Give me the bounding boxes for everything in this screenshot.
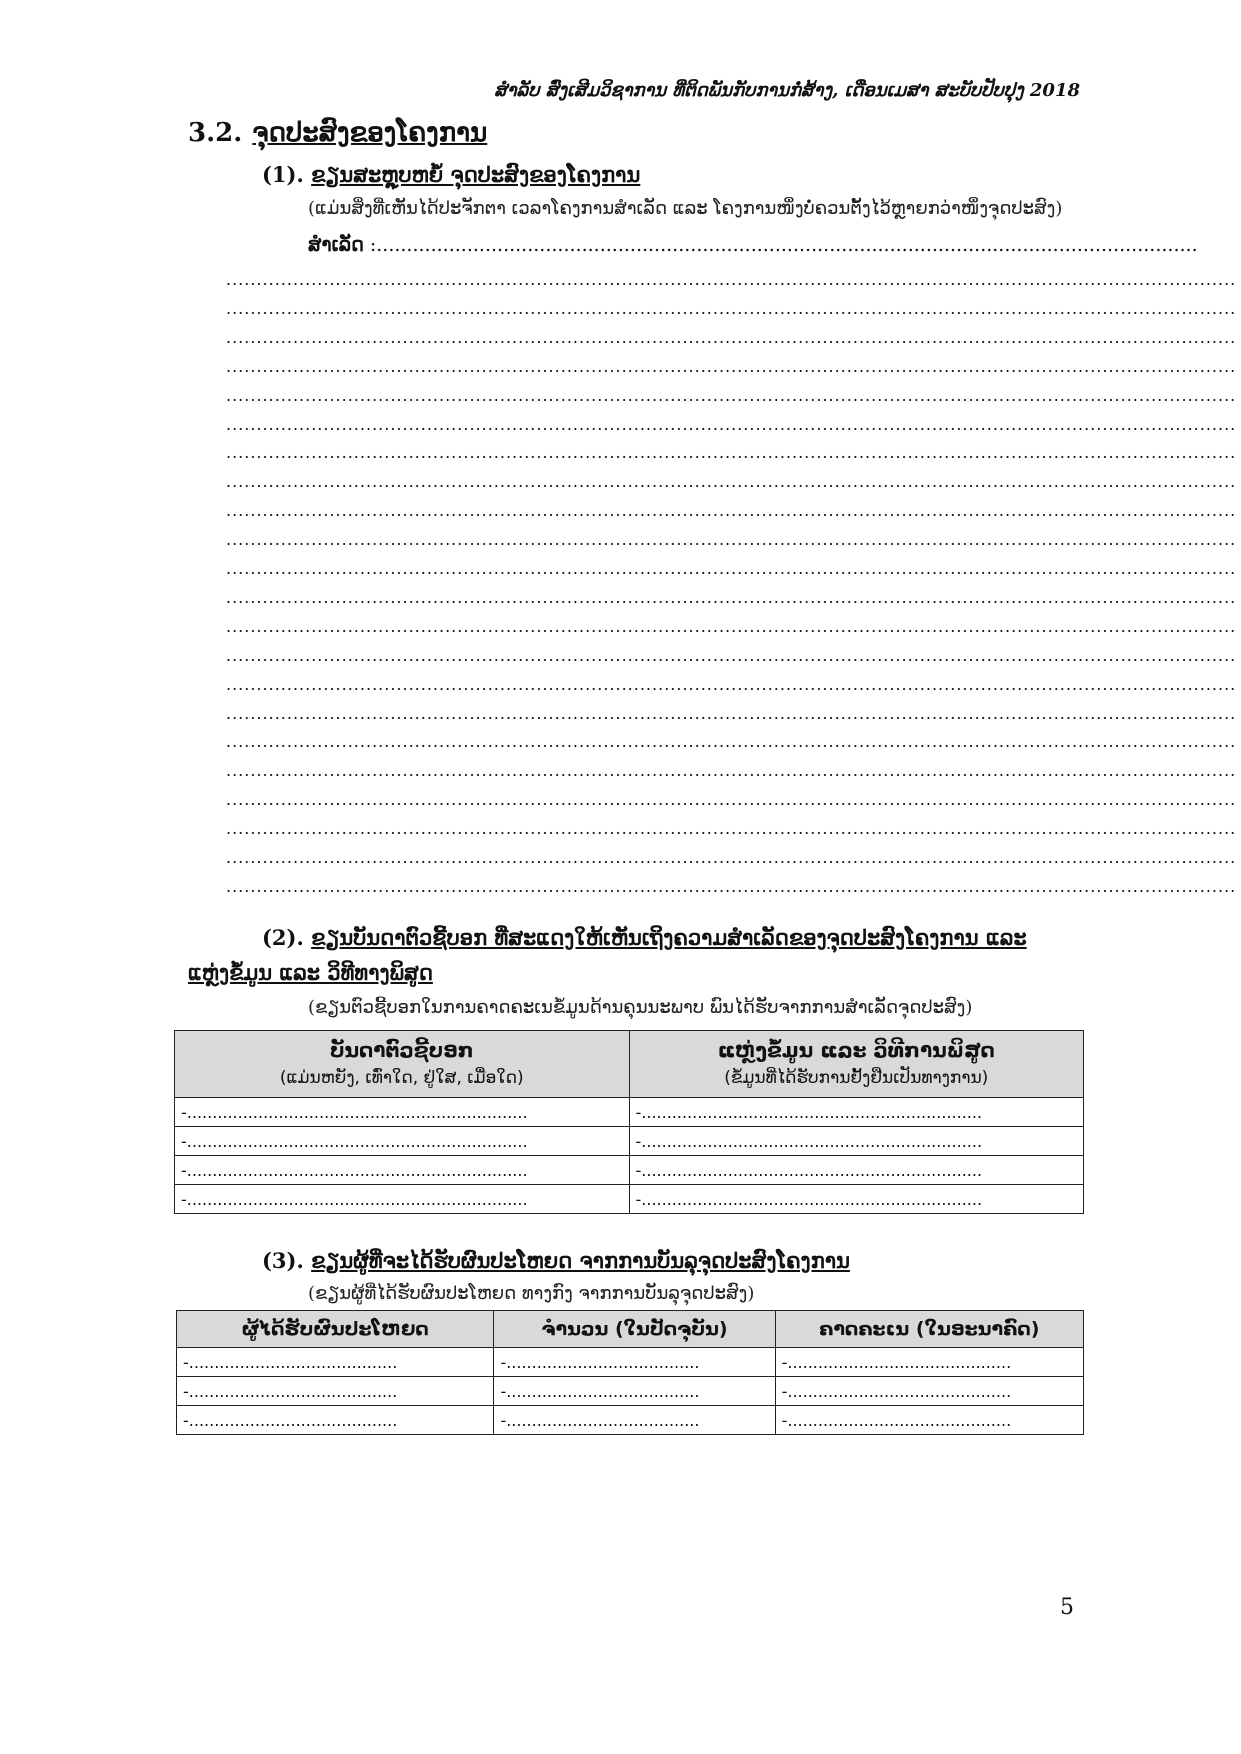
table-row — [175, 1098, 1084, 1127]
part1-number: (1). — [262, 162, 304, 187]
part2-heading-line2 — [188, 960, 433, 985]
page-number: 5 — [1060, 1595, 1074, 1620]
writing-line: ...................................................................................................................................................................... — [226, 675, 1237, 694]
writing-line: ...................................................................................................................................................................... — [226, 761, 1237, 780]
indicator-cell: -................................................................... — [175, 1098, 630, 1127]
section-number: 3.2. — [188, 118, 243, 148]
writing-line: ...................................................................................................................................................................... — [226, 790, 1237, 809]
table-row — [175, 1127, 1084, 1156]
completion-label: ສຳເລັດ — [308, 234, 364, 256]
writing-line: ...................................................................................................................................................................... — [226, 588, 1237, 607]
indicators-table — [174, 1030, 1084, 1214]
sources-header-title: ແຫຼ່ງຂໍ້ມູນ ແລະ ວິທີການພິສູດ — [717, 1038, 995, 1062]
part1-note: (ແມ່ນສິ່ງທີ່ເຫັນໄດ້ປະຈັກຕາ ເວລາໂຄງການສຳເລັດ ແລະ ໂຄງການໜຶ່ງບໍ່ຄວນຕັ້ງໄວ້ຫຼາຍກວ່າໜຶ່ງຈຸດປະສົງ) — [308, 198, 1063, 219]
writing-line: ...................................................................................................................................................................... — [226, 443, 1237, 462]
sources-header-sub: (ຂໍ້ມູນທີ່ໄດ້ຮັບການຢັ້ງຢືນເປັນທາງການ) — [724, 1068, 989, 1088]
indicator-cell: -................................................................... — [175, 1127, 630, 1156]
indicators-header-sub: (ແມ່ນຫຍັງ, ເທົ່າໃດ, ຢູ່ໃສ, ເມື່ອໃດ) — [279, 1068, 524, 1088]
completion-dots: :........................................................................................................................................ — [363, 234, 1198, 256]
part3-heading — [262, 1248, 850, 1273]
part1-title: ຂຽນສະຫຼຸບຫຍໍ້ ຈຸດປະສົງຂອງໂຄງການ — [311, 162, 641, 187]
writing-line: ...................................................................................................................................................................... — [226, 877, 1237, 896]
part3-title: ຂຽນຜູ້ທີ່ຈະໄດ້ຮັບຜົນປະໂຫຍດ ຈາກການບັນລຸຈຸດປະສົງໂຄງການ — [311, 1248, 850, 1273]
table-row — [175, 1156, 1084, 1185]
source-cell: -................................................................... — [629, 1127, 1084, 1156]
forecast-cell: -............................................ — [775, 1406, 1083, 1435]
forecast-cell: -............................................ — [775, 1348, 1083, 1377]
source-cell: -................................................................... — [629, 1098, 1084, 1127]
writing-line: ...................................................................................................................................................................... — [226, 270, 1237, 289]
writing-line: ...................................................................................................................................................................... — [226, 704, 1237, 723]
part2-title-line1: ຂຽນບັນດາຕົວຊີ້ບອກ ທີ່ສະແດງໃຫ້ເຫັນເຖິງຄວາມສຳເລັດຂອງຈຸດປະສົງໂຄງການ ແລະ — [311, 925, 1027, 950]
writing-line: ...................................................................................................................................................................... — [226, 848, 1237, 867]
writing-line: ...................................................................................................................................................................... — [226, 530, 1237, 549]
beneficiary-cell: -......................................... — [177, 1406, 494, 1435]
indicator-cell: -................................................................... — [175, 1185, 630, 1214]
writing-line: ...................................................................................................................................................................... — [226, 819, 1237, 838]
part3-note: (ຂຽນຜູ້ທີ່ໄດ້ຮັບຜົນປະໂຫຍດ ທາງກົງ ຈາກການບັນລຸຈຸດປະສົງ) — [308, 1283, 755, 1304]
indicators-column-header — [175, 1031, 630, 1098]
writing-line: ...................................................................................................................................................................... — [226, 415, 1237, 434]
section-title-text: ຈຸດປະສົງຂອງໂຄງການ — [252, 118, 488, 148]
indicator-cell: -................................................................... — [175, 1156, 630, 1185]
table-row — [177, 1406, 1084, 1435]
part2-title-line2: ແຫຼ່ງຂໍ້ມູນ ແລະ ວິທີທາງພິສູດ — [188, 960, 433, 985]
writing-line: ...................................................................................................................................................................... — [226, 559, 1237, 578]
table-row — [177, 1348, 1084, 1377]
part3-number: (3). — [262, 1248, 304, 1273]
current-count-cell: -...................................... — [494, 1406, 775, 1435]
indicators-header-title: ບັນດາຕົວຊີ້ບອກ — [330, 1038, 474, 1062]
beneficiaries-table — [176, 1310, 1084, 1435]
beneficiary-cell: -......................................... — [177, 1377, 494, 1406]
section-title — [188, 118, 487, 148]
source-cell: -................................................................... — [629, 1185, 1084, 1214]
beneficiary-cell: -......................................... — [177, 1348, 494, 1377]
writing-line: ...................................................................................................................................................................... — [226, 501, 1237, 520]
current-count-cell: -...................................... — [494, 1377, 775, 1406]
forecast-column-header: ຄາດຄະເນ (ໃນອະນາຄົດ) — [775, 1311, 1083, 1348]
source-cell: -................................................................... — [629, 1156, 1084, 1185]
current-count-cell: -...................................... — [494, 1348, 775, 1377]
part2-number: (2). — [262, 925, 304, 950]
current-count-column-header: ຈຳນວນ (ໃນປັດຈຸບັນ) — [494, 1311, 775, 1348]
writing-line: ...................................................................................................................................................................... — [226, 299, 1237, 318]
beneficiary-column-header: ຜູ້ໄດ້ຮັບຜົນປະໂຫຍດ — [177, 1311, 494, 1348]
table-row — [175, 1185, 1084, 1214]
running-header: ສຳລັບ ສົ່ງເສີມວິຊາການ ທີ່ຕິດພັນກັບການກໍ່ສ້າງ, ເດືອນເມສາ ສະບັບປັບປຸງ 2018 — [494, 80, 1080, 101]
writing-line: ...................................................................................................................................................................... — [226, 357, 1237, 376]
writing-line: ...................................................................................................................................................................... — [226, 386, 1237, 405]
sources-column-header — [629, 1031, 1084, 1098]
part1-heading — [262, 162, 640, 187]
writing-line: ...................................................................................................................................................................... — [226, 472, 1237, 491]
table-row — [177, 1377, 1084, 1406]
forecast-cell: -............................................ — [775, 1377, 1083, 1406]
writing-line: ...................................................................................................................................................................... — [226, 328, 1237, 347]
completion-label-line — [308, 234, 1198, 256]
part2-note: (ຂຽນຕົວຊີ້ບອກໃນການຄາດຄະເນຂໍ້ມູນດ້ານຄຸນນະພາບ ພົນໄດ້ຮັບຈາກການສຳເລັດຈຸດປະສົງ) — [308, 997, 973, 1018]
writing-line: ...................................................................................................................................................................... — [226, 732, 1237, 751]
writing-line: ...................................................................................................................................................................... — [226, 617, 1237, 636]
part2-heading — [262, 925, 1027, 950]
writing-line: ...................................................................................................................................................................... — [226, 646, 1237, 665]
